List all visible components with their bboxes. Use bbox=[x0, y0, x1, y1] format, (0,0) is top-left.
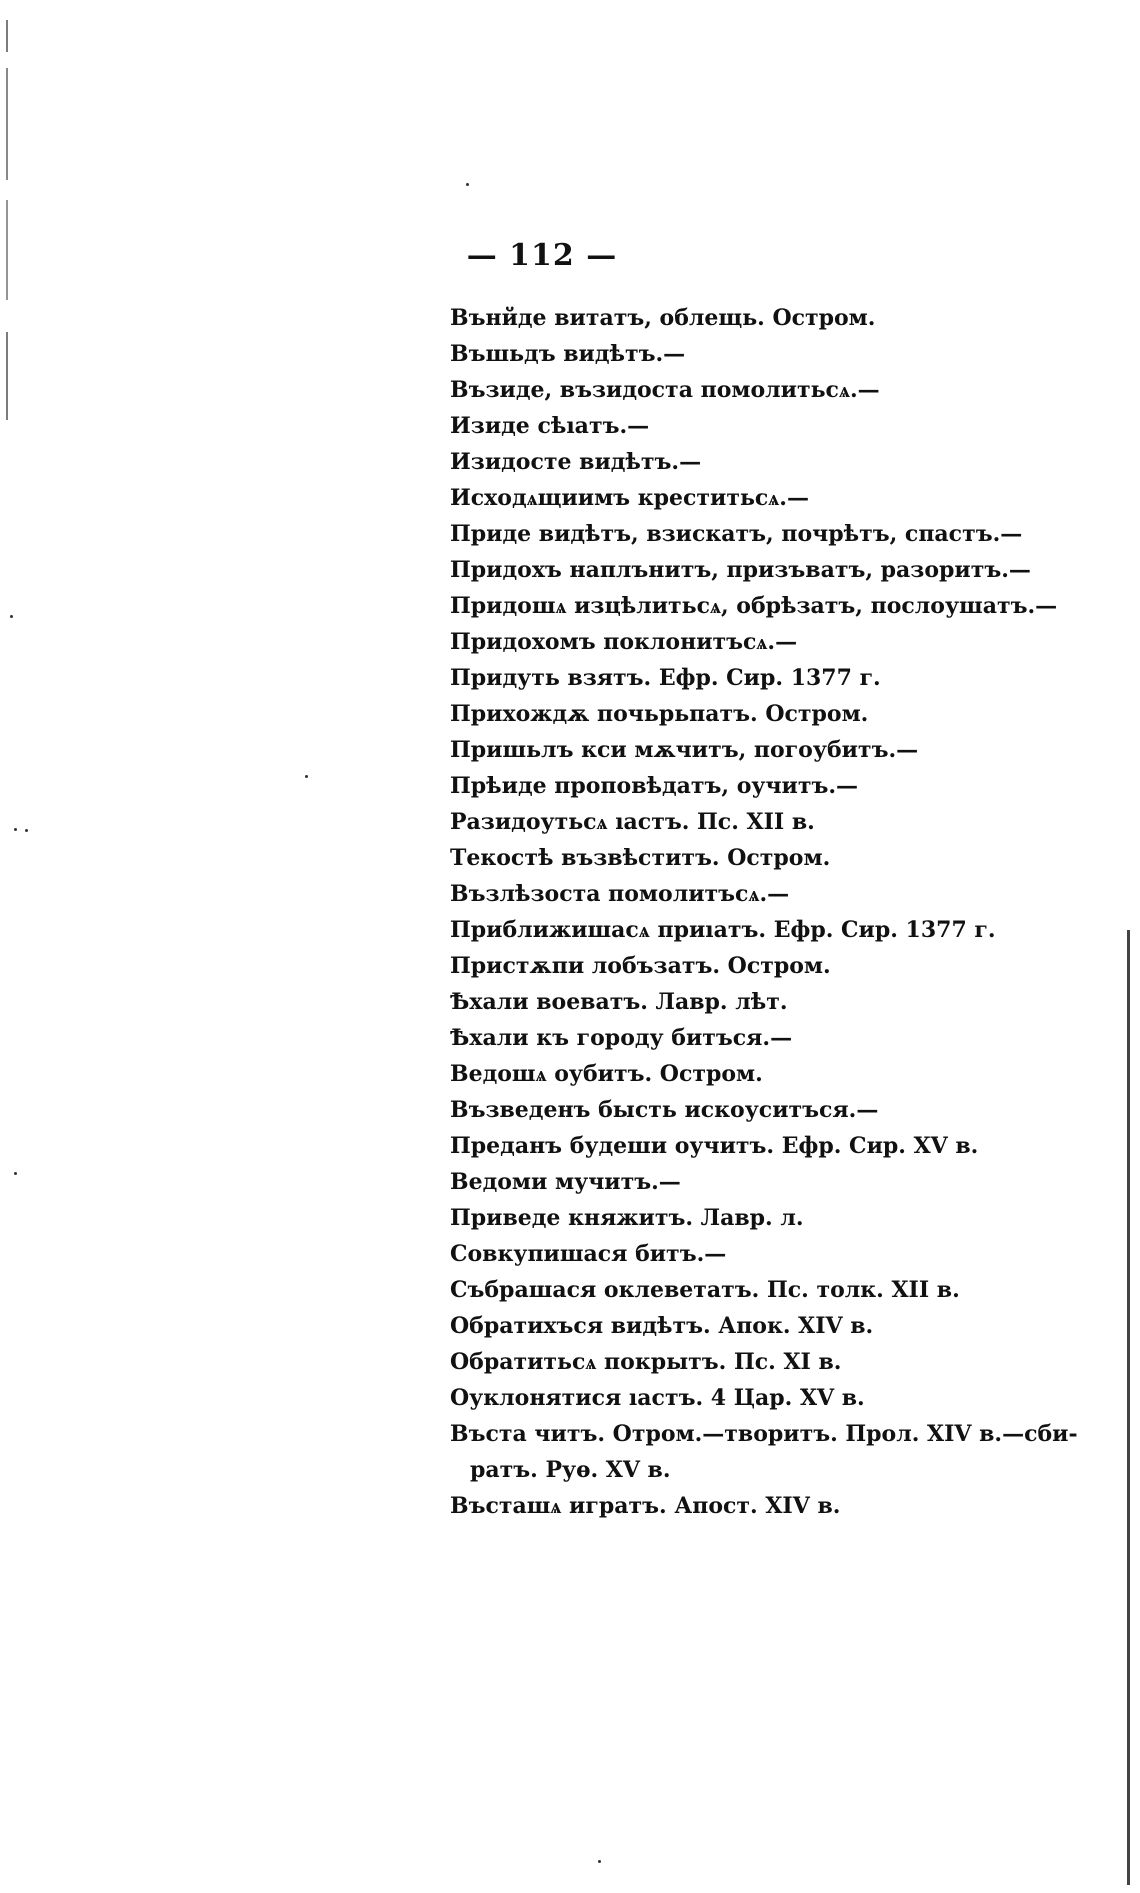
entry-text: Разидоутьсѧ ıастъ. Пс. XII в. bbox=[450, 809, 815, 835]
scan-speck bbox=[14, 1172, 17, 1175]
entry-text: Вънйде витатъ, облещь. Остром. bbox=[450, 305, 876, 331]
scan-edge-right bbox=[1127, 930, 1130, 1885]
entry-text: Въшьдъ видѣтъ.— bbox=[450, 341, 686, 367]
scan-speck bbox=[598, 1860, 601, 1863]
entry-12 bbox=[450, 696, 1090, 732]
entry-text: Приде видѣтъ, взискатъ, почрѣтъ, спастъ.— bbox=[450, 521, 1023, 547]
entry-15 bbox=[450, 804, 1090, 840]
entry-text: Приближишасѧ приıатъ. Ефр. Сир. 1377 г. bbox=[450, 917, 996, 943]
entry-29 bbox=[450, 1308, 1090, 1344]
entry-text: Прихождѫ почьрьпатъ. Остром. bbox=[450, 701, 869, 727]
entry-27 bbox=[450, 1236, 1090, 1272]
entry-1 bbox=[450, 300, 1090, 336]
entry-20 bbox=[450, 984, 1090, 1020]
entry-text: Совкупишася битъ.— bbox=[450, 1241, 727, 1267]
entry-text: Въсташѧ игратъ. Апост. XIV в. bbox=[450, 1493, 841, 1519]
entry-22 bbox=[450, 1056, 1090, 1092]
entry-text: Възлѣзоста помолитъсѧ.— bbox=[450, 881, 790, 907]
entry-18 bbox=[450, 912, 1090, 948]
entry-10 bbox=[450, 624, 1090, 660]
scan-speck bbox=[10, 615, 13, 618]
entry-9 bbox=[450, 588, 1090, 624]
entry-text: Ѣхали воеватъ. Лавр. лѣт. bbox=[450, 989, 788, 1015]
entry-25 bbox=[450, 1164, 1090, 1200]
entry-text: Ведоми мучитъ.— bbox=[450, 1169, 681, 1195]
entry-text: Придуть взятъ. Ефр. Сир. 1377 г. bbox=[450, 665, 881, 691]
entry-text: Приведе княжитъ. Лавр. л. bbox=[450, 1205, 804, 1231]
page-number: — 112 — bbox=[466, 238, 618, 273]
entry-26 bbox=[450, 1200, 1090, 1236]
entry-text: Исходѧщиимъ креститьсѧ.— bbox=[450, 485, 809, 511]
entry-text: Обратихъся видѣтъ. Апок. XIV в. bbox=[450, 1313, 874, 1339]
entry-7 bbox=[450, 516, 1090, 552]
entry-14 bbox=[450, 768, 1090, 804]
entry-text: Ѣхали къ городу битъся.— bbox=[450, 1025, 793, 1051]
entry-3 bbox=[450, 372, 1090, 408]
entry-text: Изиде сѣıатъ.— bbox=[450, 413, 650, 439]
entry-text: Пристѫпи лобъзатъ. Остром. bbox=[450, 953, 831, 979]
entry-17 bbox=[450, 876, 1090, 912]
entry-text: Преданъ будеши оучитъ. Ефр. Сир. XV в. bbox=[450, 1133, 979, 1159]
entry-4 bbox=[450, 408, 1090, 444]
entry-text: Придошѧ изцѣлитьсѧ, обрѣзатъ, послоушатъ.— bbox=[450, 593, 1058, 619]
entry-text: Събрашася оклеветатъ. Пс. толк. XII в. bbox=[450, 1277, 960, 1303]
entry-30 bbox=[450, 1344, 1090, 1380]
scan-speck bbox=[305, 775, 308, 778]
entry-13 bbox=[450, 732, 1090, 768]
entry-32 bbox=[450, 1416, 1090, 1488]
entry-text: Пришьлъ кси мѫчитъ, погоубитъ.— bbox=[450, 737, 919, 763]
entry-2 bbox=[450, 336, 1090, 372]
entry-text: Прѣиде проповѣдатъ, оучитъ.— bbox=[450, 773, 859, 799]
entry-11 bbox=[450, 660, 1090, 696]
scan-speck bbox=[14, 828, 17, 831]
scan-edge-left bbox=[6, 20, 8, 420]
scan-speck bbox=[466, 183, 469, 186]
entry-16 bbox=[450, 840, 1090, 876]
entry-text: Изидосте видѣтъ.— bbox=[450, 449, 702, 475]
entry-text: Въста читъ. Отром.—творитъ. Прол. XIV в.—сби- bbox=[450, 1421, 1078, 1447]
entry-33 bbox=[450, 1488, 1090, 1524]
entry-28 bbox=[450, 1272, 1090, 1308]
entry-text: Възиде, възидоста помолитьсѧ.— bbox=[450, 377, 880, 403]
entry-text: Придохомъ поклонитъсѧ.— bbox=[450, 629, 798, 655]
entry-text: Ведошѧ оубитъ. Остром. bbox=[450, 1061, 763, 1087]
entry-list bbox=[450, 300, 1090, 1524]
entry-text: Обратитьсѧ покрытъ. Пс. XI в. bbox=[450, 1349, 842, 1375]
entry-24 bbox=[450, 1128, 1090, 1164]
entry-31 bbox=[450, 1380, 1090, 1416]
scan-speck bbox=[25, 829, 28, 832]
entry-text: Възведенъ бысть искоуситъся.— bbox=[450, 1097, 879, 1123]
entry-19 bbox=[450, 948, 1090, 984]
entry-8 bbox=[450, 552, 1090, 588]
entry-21 bbox=[450, 1020, 1090, 1056]
entry-6 bbox=[450, 480, 1090, 516]
entry-23 bbox=[450, 1092, 1090, 1128]
entry-text: Оуклонятися ıастъ. 4 Цар. XV в. bbox=[450, 1385, 865, 1411]
entry-continuation: ратъ. Руѳ. XV в. bbox=[470, 1457, 671, 1483]
entry-text: Текостѣ възвѣститъ. Остром. bbox=[450, 845, 831, 871]
entry-text: Придохъ наплънитъ, призъватъ, разоритъ.— bbox=[450, 557, 1031, 583]
entry-5 bbox=[450, 444, 1090, 480]
